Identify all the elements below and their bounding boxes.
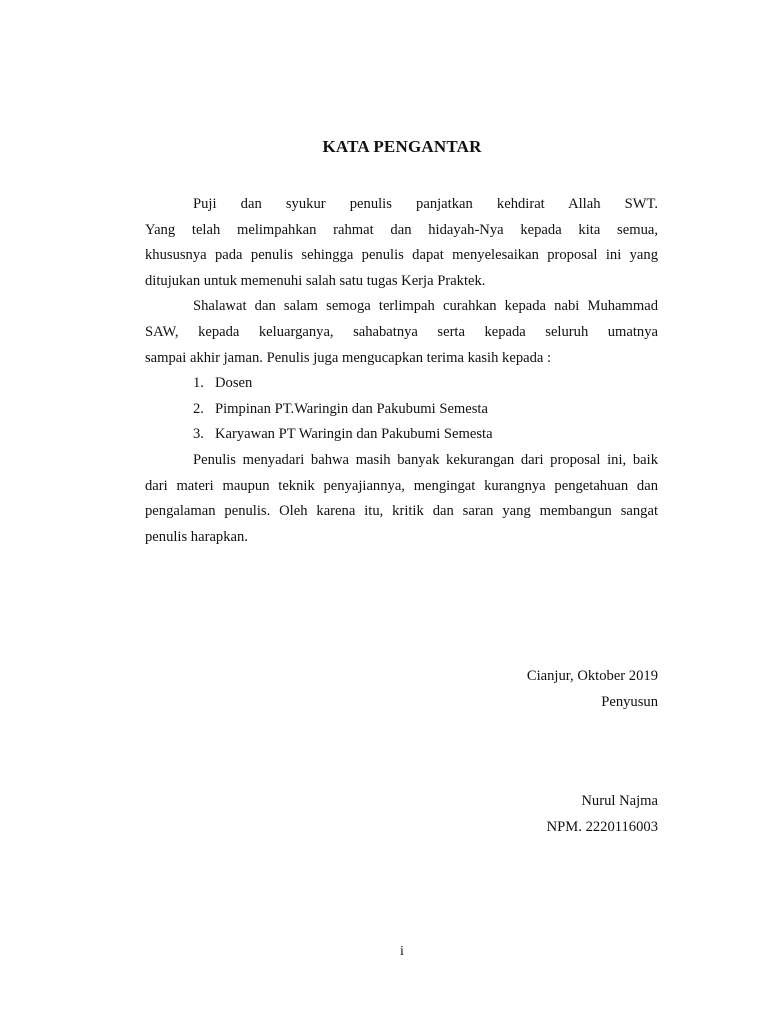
paragraph-1-line-4: ditujukan untuk memenuhi salah satu tugas Kerja Praktek. [145, 272, 486, 289]
signature-name: Nurul Najma [581, 793, 658, 809]
list-item-text: Pimpinan PT.Waringin dan Pakubumi Semesta [215, 400, 488, 417]
signature-role: Penyusun [601, 694, 658, 710]
paragraph-1-line-1: Puji dan syukur penulis panjatkan kehdirat Allah SWT. [193, 196, 658, 212]
list-item [145, 422, 658, 448]
list-item-number: 3. [193, 426, 204, 443]
list-item [145, 371, 658, 397]
list-item-text: Karyawan PT Waringin dan Pakubumi Semesta [215, 426, 493, 443]
paragraph-2 [145, 294, 658, 371]
paragraph-1 [145, 192, 658, 294]
list-item-text: Dosen [215, 375, 253, 392]
body-text [145, 192, 658, 550]
signature-npm: NPM. 2220116003 [546, 819, 658, 835]
paragraph-2-line-3: sampai akhir jaman. Penulis juga mengucapkan terima kasih kepada : [145, 349, 552, 366]
paragraph-3-line-1: Penulis menyadari bahwa masih banyak kekurangan dari proposal ini, baik [193, 451, 658, 468]
paragraph-3-line-3: pengalaman penulis. Oleh karena itu, kritik dan saran yang membangun sangat [145, 503, 658, 520]
list-item [145, 397, 658, 423]
paragraph-2-line-2: SAW, kepada keluarganya, sahabatnya serta kepada seluruh umatnya [145, 323, 658, 340]
paragraph-2-line-1: Shalawat dan salam semoga terlimpah curahkan kepada nabi Muhammad [193, 298, 658, 315]
paragraph-1-line-3: khususnya pada penulis sehingga penulis dapat menyelesaikan proposal ini yang [145, 247, 658, 264]
paragraph-3 [145, 448, 658, 550]
paragraph-3-line-4: penulis harapkan. [145, 528, 248, 545]
page-number: i [400, 944, 404, 959]
paragraph-1-line-2: Yang telah melimpahkan rahmat dan hidayah-Nya kepada kita semua, [145, 221, 658, 238]
page-title: KATA PENGANTAR [322, 137, 482, 156]
signature-place-date: Cianjur, Oktober 2019 [526, 668, 658, 684]
list-item-number: 2. [193, 400, 204, 417]
thanks-list [145, 371, 658, 448]
list-item-number: 1. [193, 375, 204, 392]
paragraph-3-line-2: dari materi maupun teknik penyajiannya, mengingat kurangnya pengetahuan dan [145, 477, 658, 494]
